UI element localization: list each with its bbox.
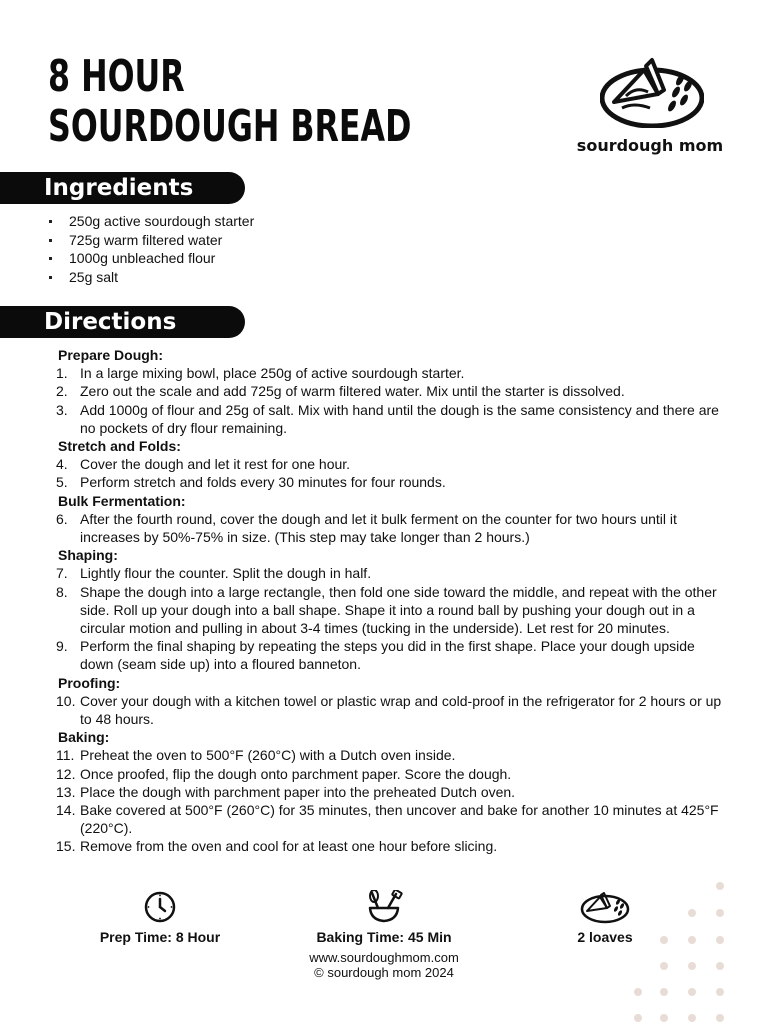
decorative-dot [634, 988, 642, 996]
direction-step [58, 801, 728, 837]
decorative-dot [688, 936, 696, 944]
footer-credits [284, 950, 484, 980]
ingredients-list [48, 212, 254, 286]
step-number: 12. [56, 765, 76, 782]
step-number: 3. [56, 401, 68, 418]
direction-step [58, 473, 728, 491]
step-text: Lightly flour the counter. Split the dough in half. [80, 565, 372, 582]
direction-step [58, 765, 728, 783]
ingredients-header-label: Ingredients [44, 175, 194, 201]
section-title-stretch-folds: Stretch and Folds: [58, 438, 181, 455]
direction-step [58, 692, 728, 728]
decorative-dot [716, 962, 724, 970]
decorative-dot [688, 962, 696, 970]
direction-step [58, 455, 728, 473]
ingredient-item: 725g warm filtered water [48, 231, 254, 250]
prep-time-label: Prep Time: 8 Hour [99, 929, 221, 945]
decorative-dot [660, 1014, 668, 1022]
direction-step [58, 382, 728, 400]
step-text: Place the dough with parchment paper into the preheated Dutch oven. [80, 783, 516, 800]
recipe-title-line-1: 8 HOUR [48, 51, 185, 102]
step-number: 15. [56, 838, 76, 855]
section-title-bulk-fermentation: Bulk Fermentation: [58, 492, 186, 509]
step-text: Perform the final shaping by repeating the steps you did in the first shape. Place your dough upside down (seam side up) into a floured banneton. [80, 638, 695, 673]
recipe-title [48, 52, 411, 152]
mixing-bowl-icon [364, 890, 404, 924]
step-number: 5. [56, 474, 68, 491]
decorative-dot [716, 882, 724, 890]
decorative-dot [688, 1014, 696, 1022]
section-title-baking: Baking: [58, 729, 110, 746]
step-number: 1. [56, 365, 68, 382]
direction-step [58, 837, 728, 855]
prep-time [90, 890, 230, 945]
section-title-proofing: Proofing: [58, 674, 121, 691]
step-text: Cover the dough and let it rest for one hour. [80, 456, 351, 473]
step-text: Once proofed, flip the dough onto parchment paper. Score the dough. [80, 765, 512, 782]
decorative-dot [688, 909, 696, 917]
website-link[interactable]: www.sourdoughmom.com [309, 950, 459, 965]
direction-step [58, 783, 728, 801]
step-number: 11. [56, 747, 75, 764]
step-text: Preheat the oven to 500°F (260°C) with a Dutch oven inside. [80, 747, 456, 764]
decorative-dot [716, 1014, 724, 1022]
decorative-dot [660, 936, 668, 944]
step-number: 9. [56, 638, 68, 655]
step-text: In a large mixing bowl, place 250g of active sourdough starter. [80, 365, 465, 382]
directions-header [0, 306, 245, 338]
step-text: Remove from the oven and cool for at least one hour before slicing. [80, 838, 498, 855]
step-text: Bake covered at 500°F (260°C) for 35 minutes, then uncover and bake for another 10 minutes at 425°F (220°C). [80, 802, 719, 837]
yield-label: 2 loaves [577, 929, 633, 945]
step-number: 14. [56, 802, 76, 819]
step-number: 10. [56, 692, 76, 709]
direction-step [58, 746, 728, 764]
section-title-prepare-dough: Prepare Dough: [58, 347, 164, 363]
step-number: 7. [56, 565, 68, 582]
step-text: Perform stretch and folds every 30 minutes for four rounds. [80, 474, 446, 491]
recipe-title-line-2: SOURDOUGH BREAD [48, 101, 412, 152]
ingredient-item: 25g salt [48, 268, 254, 287]
decorative-dot [716, 909, 724, 917]
decorative-dot [634, 1014, 642, 1022]
step-number: 8. [56, 583, 68, 600]
decorative-dot-grid [630, 878, 740, 1024]
direction-step [58, 637, 728, 673]
ingredient-item: 1000g unbleached flour [48, 249, 254, 268]
baking-time-label: Baking Time: 45 Min [316, 929, 452, 945]
directions-header-label: Directions [44, 309, 177, 335]
step-number: 6. [56, 510, 68, 527]
step-text: Zero out the scale and add 725g of warm filtered water. Mix until the starter is dissolved. [80, 383, 625, 400]
direction-step [58, 364, 728, 382]
brand-logo [574, 56, 726, 160]
decorative-dot [716, 988, 724, 996]
baking-time [304, 890, 464, 945]
step-text: Cover your dough with a kitchen towel or plastic wrap and cold-proof in the refrigerator for 2 hours or up to 48 hours. [80, 692, 722, 728]
bread-loaf-icon [580, 890, 630, 924]
step-number: 2. [56, 383, 68, 400]
direction-step [58, 583, 728, 638]
ingredient-item: 250g active sourdough starter [48, 212, 254, 231]
directions-body [58, 346, 728, 856]
ingredients-header [0, 172, 245, 204]
decorative-dot [688, 988, 696, 996]
step-text: Add 1000g of flour and 25g of salt. Mix with hand until the dough is the same consistency and there are no pockets of dry flour remaining. [80, 401, 719, 436]
bread-logo-icon [600, 56, 704, 128]
direction-step [58, 401, 728, 437]
step-text: After the fourth round, cover the dough and let it bulk ferment on the counter for two hours until it increases by 50%-75% in size. (This step may take longer than 2 hours.) [80, 510, 677, 546]
step-number: 13. [56, 783, 76, 800]
brand-name: sourdough mom [576, 136, 724, 155]
decorative-dot [660, 962, 668, 970]
section-title-shaping: Shaping: [58, 547, 118, 564]
step-text: Shape the dough into a large rectangle, then fold one side toward the middle, and repeat with the other side. Roll up your dough into a ball shape. Shape it into a round ball by pushing your dough out in a circular motion and pulling in about 3-4 times (tucking in the underside). Let rest for 20 minutes. [80, 583, 717, 637]
direction-step [58, 510, 728, 546]
step-number: 4. [56, 456, 68, 473]
copyright: © sourdough mom 2024 [314, 965, 454, 980]
decorative-dot [716, 936, 724, 944]
clock-icon [143, 890, 177, 924]
decorative-dot [660, 988, 668, 996]
direction-step [58, 564, 728, 582]
